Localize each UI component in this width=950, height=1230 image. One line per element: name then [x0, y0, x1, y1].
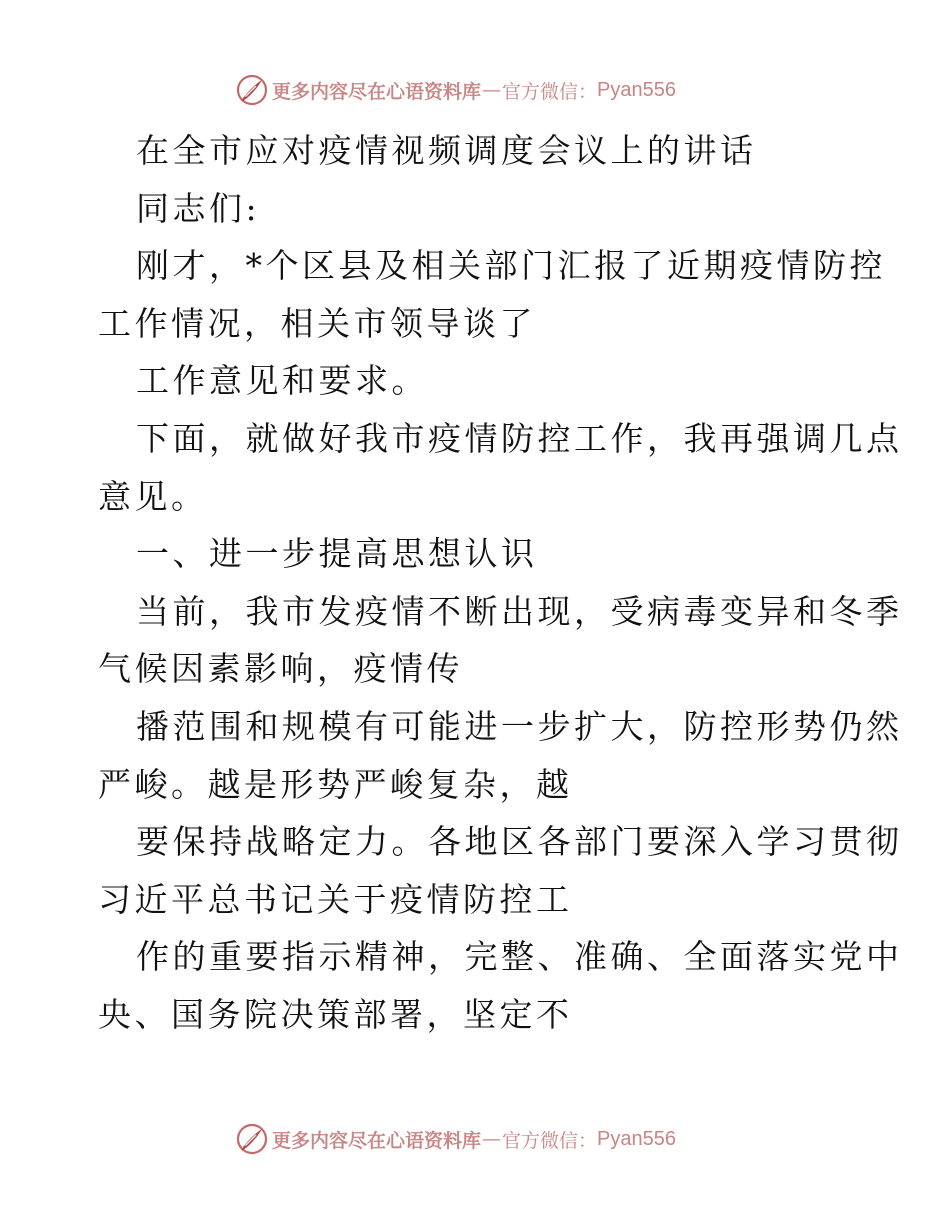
watermark-brand-text: 更多内容尽在心语资料库 — [272, 1129, 482, 1152]
text-line: 严峻。越是形势严峻复杂，越 — [98, 764, 573, 804]
text-line: 同志们: — [136, 188, 261, 228]
document-body — [98, 122, 903, 1044]
text-line: 意见。 — [98, 476, 208, 516]
header-watermark — [236, 73, 676, 107]
watermark-dash: — — [482, 1128, 502, 1150]
text-line: 播范围和规模有可能进一步扩大，防控形势仍然 — [136, 706, 903, 746]
text-line: 在全市应对疫情视频调度会议上的讲话 — [136, 131, 757, 170]
text-line: 要保持战略定力。各地区各部门要深入学习贯彻 — [136, 822, 903, 862]
text-line: 气候因素影响，疫情传 — [98, 649, 463, 689]
watermark-wechat-label: 官方微信： — [502, 80, 598, 103]
watermark-wechat-label: 官方微信： — [502, 1129, 598, 1152]
text-line: 一、进一步提高思想认识 — [136, 534, 538, 574]
watermark-wechat-id: Pyan556 — [597, 78, 676, 101]
quill-logo-icon — [236, 74, 268, 106]
watermark-wechat-id: Pyan556 — [597, 1127, 676, 1150]
text-line: 工作情况，相关市领导谈了 — [98, 303, 536, 343]
text-line: 习近平总书记关于疫情防控工 — [98, 879, 573, 919]
text-line: 工作意见和要求。 — [136, 361, 428, 401]
text-line: 作的重要指示精神，完整、准确、全面落实党中 — [136, 937, 903, 977]
watermark-brand-text: 更多内容尽在心语资料库 — [272, 80, 482, 103]
footer-watermark — [236, 1122, 676, 1156]
quill-logo-icon — [236, 1123, 268, 1155]
text-line: 刚才，*个区县及相关部门汇报了近期疫情防控 — [136, 246, 886, 286]
text-line: 央、国务院决策部署，坚定不 — [98, 994, 573, 1034]
text-line: 下面，就做好我市疫情防控工作，我再强调几点 — [136, 418, 903, 458]
text-line: 当前，我市发疫情不断出现，受病毒变异和冬季 — [136, 591, 903, 631]
watermark-dash: — — [482, 79, 502, 101]
